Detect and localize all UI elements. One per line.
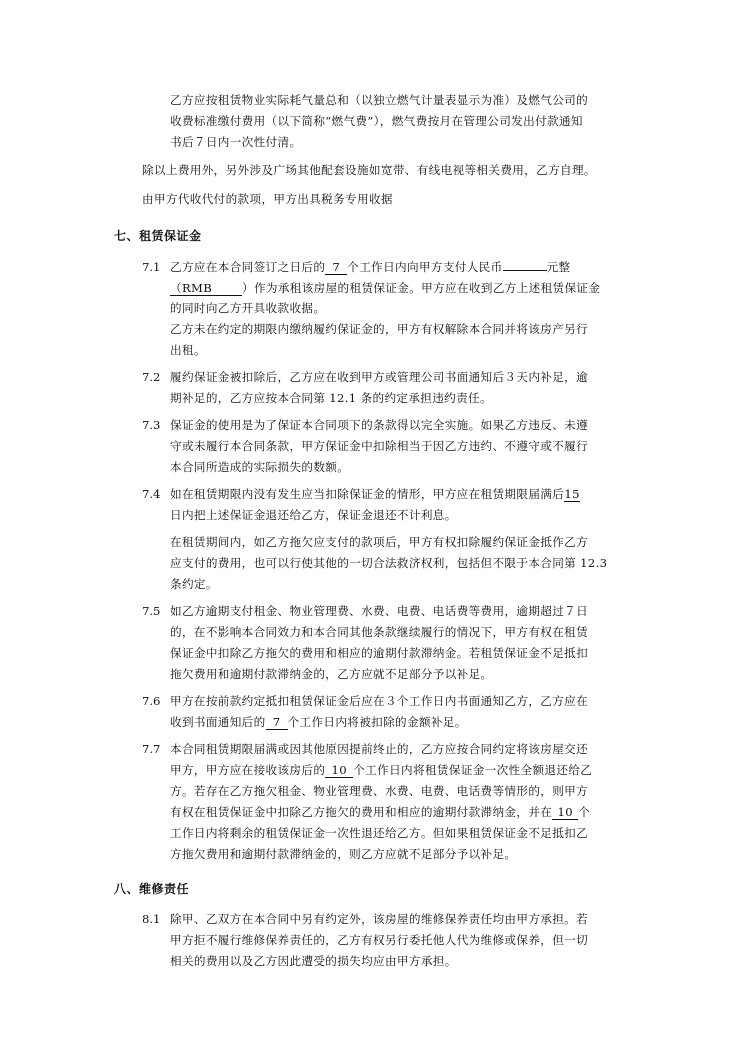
clause-8-1-line-1: 除甲、乙双方在本合同中另有约定外，该房屋的维修保养责任均由甲方承担。若: [170, 912, 589, 926]
clause-7-2-line-1: 履约保证金被扣除后，乙方应在收到甲方或管理公司书面通知后３天内补足，逾: [170, 370, 589, 384]
clause-7-7-text-a: 甲方，甲方应在接收该房后的: [170, 763, 326, 777]
clause-7-6-line-1: 甲方在按前款约定抵扣租赁保证金后应在３个工作日内书面通知乙方，乙方应在: [170, 694, 589, 708]
clause-7-1-text-c: ）作为承租该房屋的租赁保证金。甲方应在收到乙方上述租赁保证金: [242, 281, 601, 295]
clause-7-4-number: 7.4: [142, 487, 161, 501]
clause-7-6-days-field: 7: [266, 715, 288, 730]
clause-7-7-line-6: 方拖欠费用和逾期付款滞纳金的，则乙方应就不足部分予以补足。: [170, 847, 517, 861]
clause-7-7-line-5: 工作日内将剩余的租赁保证金一次性退还给乙方。但如果租赁保证金不足抵扣乙: [170, 826, 589, 840]
clause-7-5-line-2: 的，在不影响本合同效力和本合同其他条款继续履行的情况下，甲方有权在租赁: [170, 625, 589, 639]
clause-7-3-number: 7.3: [142, 418, 161, 432]
clause-7-7-line-3: 方。若存在乙方拖欠租金、物业管理费、水费、电费、电话费等情形的，则甲方: [170, 784, 589, 798]
clause-7-6-number: 7.6: [142, 694, 161, 708]
clause-7-7-number: 7.7: [142, 742, 161, 756]
clause-7-4-para-2-line-1: 在租赁期间内，如乙方拖欠应支付的款项后，甲方有权扣除履约保证金抵作乙方: [170, 535, 589, 549]
clause-7-1-text-b: 个工作日内向甲方支付人民币: [347, 260, 503, 274]
clause-7-7-line-1: 本合同租赁期限届满或因其他原因提前终止的，乙方应按合同约定将该房屋交还: [170, 742, 589, 756]
clause-7-2-line-2: 期补足的，乙方应按本合同第 12.1 条的约定承担违约责任。: [170, 391, 492, 405]
clause-7-5-line-4: 拖欠费用和逾期付款滞纳金的，乙方应就不足部分予以补足。: [170, 667, 493, 681]
clause-7-1-text-a: 乙方应在本合同签订之日后的: [170, 260, 326, 274]
other-fees-line: 除以上费用外，另外涉及广场其他配套设施如宽带、有线电视等相关费用，乙方自理。: [142, 163, 596, 177]
clause-7-3-line-2: 守或未履行本合同条款，甲方保证金中扣除相当于因乙方违约、不遵守或不履行: [170, 439, 589, 453]
clause-7-4-para-2-line-2: 应支付的费用，也可以行使其他的一切合法救济权利，包括但不限于本合同第 12.3: [170, 556, 608, 570]
clause-7-6-line-2: [170, 714, 467, 730]
clause-7-2-number: 7.2: [142, 370, 161, 384]
clause-7-6-text-a: 收到书面通知后的: [170, 715, 266, 729]
gas-fee-line-3: 书后７日内一次性付清。: [170, 135, 302, 149]
gas-fee-line-2: 收费标准缴付费用（以下简称“燃气费”），燃气费按月在管理公司发出付款通知: [170, 114, 583, 128]
clause-7-7-days-field-1: 10: [325, 763, 353, 778]
gas-fee-line-1: 乙方应按租赁物业实际耗气量总和（以独立燃气计量表显示为准）及燃气公司的: [170, 93, 589, 107]
clause-7-1-line-3: 的同时向乙方开具收款收据。: [170, 301, 326, 315]
clause-7-4-line-1: [170, 486, 580, 502]
clause-7-1-amount-field: [503, 270, 547, 271]
clause-7-7-text-b: 个工作日内将租赁保证金一次性全额退还给乙: [353, 763, 593, 777]
clause-7-5-number: 7.5: [142, 604, 161, 618]
clause-8-1-line-3: 相关的费用以及乙方因此遭受的损失均应由甲方承担。: [170, 954, 457, 968]
clause-7-5-line-3: 保证金中扣除乙方拖欠的费用和相应的逾期付款滞纳金。若租赁保证金不足抵扣: [170, 646, 589, 660]
clause-7-1-rmb-field: [170, 281, 242, 296]
section-7-title: 七、租赁保证金: [114, 229, 202, 243]
clause-7-1-line-4: 乙方未在约定的期限内缴纳履约保证金的，甲方有权解除本合同并将该房产另行: [170, 322, 589, 336]
clause-7-3-line-1: 保证金的使用是为了保证本合同项下的条款得以完全实施。如果乙方违反、未遵: [170, 418, 589, 432]
clause-8-1-number: 8.1: [142, 912, 161, 926]
clause-8-1-line-2: 甲方拒不履行维修保养责任的，乙方有权另行委托他人代为维修或保养，但一切: [170, 933, 589, 947]
clause-7-1-yuan: 元整: [546, 260, 571, 274]
clause-7-1-rmb-label: （RMB: [170, 281, 213, 295]
clause-7-1-number: 7.1: [142, 260, 161, 274]
clause-7-5-line-1: 如乙方逾期支付租金、物业管理费、水费、电费、电话费等费用，逾期超过７日: [170, 604, 589, 618]
clause-7-4-para-2-line-3: 条约定。: [170, 577, 218, 591]
clause-7-3-line-3: 本合同所造成的实际损失的数额。: [170, 460, 350, 474]
section-8-title: 八、维修责任: [114, 882, 190, 896]
clause-7-7-line-2: [170, 762, 592, 778]
clause-7-7-text-d: 个: [578, 805, 591, 819]
clause-7-7-line-4: [170, 804, 590, 820]
clause-7-4-text-a: 如在租赁期限内没有发生应当扣除保证金的情形，甲方应在租赁期限届满后: [170, 487, 565, 501]
clause-7-4-days-field: 15: [564, 487, 580, 501]
clause-7-7-days-field-2: 10: [552, 805, 578, 820]
clause-7-1-days-field: 7: [325, 260, 347, 275]
receipt-line: 由甲方代收代付的款项，甲方出具税务专用收据: [142, 192, 393, 206]
clause-7-1-line-5: 出租。: [170, 343, 206, 357]
clause-7-1-line-1: [170, 259, 570, 275]
clause-7-1-line-2: [170, 280, 600, 296]
clause-7-4-line-2: 日内把上述保证金退还给乙方，保证金退还不计利息。: [170, 508, 457, 522]
clause-7-6-text-b: 个工作日内将被扣除的金额补足。: [287, 715, 467, 729]
clause-7-7-text-c: 有权在租赁保证金中扣除乙方拖欠的费用和相应的逾期付款滞纳金，并在: [170, 805, 553, 819]
